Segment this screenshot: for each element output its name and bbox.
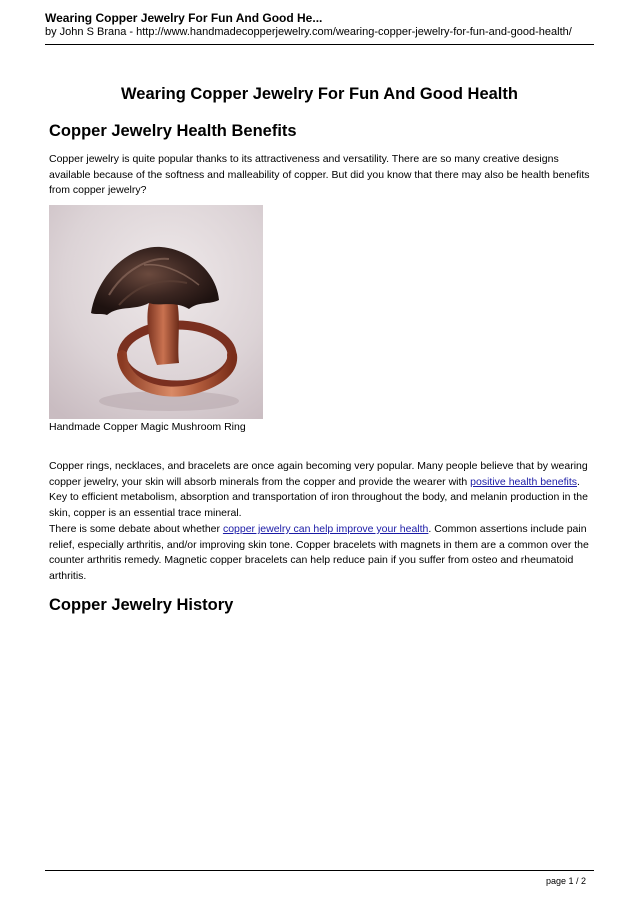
page-header bbox=[45, 11, 594, 39]
paragraph-text: . Key to efficient metabolism, absorption and transportation of iron throughout the body, and melanin production in the skin, copper is an essential trace mineral. bbox=[49, 475, 588, 519]
footer-divider bbox=[45, 870, 594, 871]
intro-paragraph: Copper jewelry is quite popular thanks to its attractiveness and versatility. There are so many creative designs available because of the softness and malleability of copper. But did you know that there may also be health benefits from copper jewelry? bbox=[49, 153, 590, 196]
article-title: Wearing Copper Jewelry For Fun And Good Health bbox=[121, 85, 518, 103]
paragraph-copper-rings bbox=[49, 459, 595, 521]
positive-health-benefits-link[interactable]: positive health benefits bbox=[470, 475, 577, 488]
section-heading-health-benefits: Copper Jewelry Health Benefits bbox=[49, 122, 297, 140]
header-byline: by John S Brana - http://www.handmadecopperjewelry.com/wearing-copper-jewelry-for-fun-and-good-health/ bbox=[45, 26, 572, 38]
improve-health-link[interactable]: copper jewelry can help improve your health bbox=[222, 523, 429, 535]
paragraph-text: There is some debate about whether bbox=[49, 523, 223, 535]
header-title: Wearing Copper Jewelry For Fun And Good He... bbox=[45, 11, 323, 25]
paragraph-text: Copper rings, necklaces, and bracelets are once again becoming very popular. Many people believe that by wearing copper jewelry, your skin will absorb minerals from the copper and provide the wearer with bbox=[49, 460, 588, 488]
section-heading-history: Copper Jewelry History bbox=[49, 596, 234, 614]
page-number: page 1 / 2 bbox=[545, 876, 586, 886]
image-caption: Handmade Copper Magic Mushroom Ring bbox=[49, 421, 246, 433]
paragraph-debate bbox=[49, 522, 595, 584]
mushroom-ring-photo bbox=[49, 205, 263, 419]
header-divider bbox=[45, 44, 594, 45]
paragraph-text: . Common assertions include pain relief, especially arthritis, and/or improving skin tone. Copper bracelets with magnets in them are a common over the counter arthritis remedy. Magnetic copper bracelets can help reduce pain if you suffer from osteo and rheumatoid arthritis. bbox=[49, 523, 589, 582]
